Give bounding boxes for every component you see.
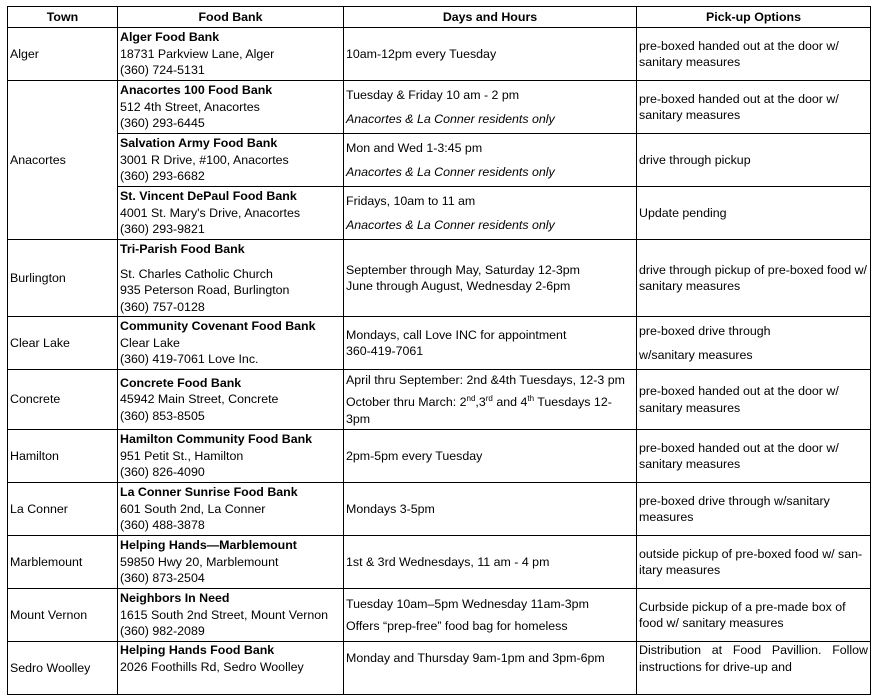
hours-cell [344, 642, 637, 695]
offer-line: Offers “prep-free” food bag for homeless [346, 619, 568, 633]
town-cell: Clear Lake [8, 317, 118, 370]
food-bank-name: Tri-Parish Food Bank [120, 242, 245, 256]
hours-line: September through May, Saturday 12-3pm [346, 262, 580, 277]
header-days-hours: Days and Hours [344, 7, 637, 28]
town-cell: Alger [8, 28, 118, 81]
address-line: 601 South 2nd, La Conner [120, 501, 266, 516]
hours-line: April thru September: 2nd &4th Tuesdays, 12-3 pm [346, 372, 625, 387]
address-line: 18731 Parkview Lane, Alger [120, 46, 275, 61]
pickup-cell: Curbside pickup of a pre-made box of food w/ sanitary measures [637, 589, 871, 642]
hours-cell [344, 317, 637, 370]
table-row [8, 317, 871, 370]
food-bank-cell [118, 483, 344, 536]
hours-line: 1st & 3rd Wednesdays, 11 am - 4 pm [346, 554, 550, 569]
food-bank-name: Concrete Food Bank [120, 375, 242, 390]
food-bank-cell [118, 317, 344, 370]
hours-line: 2pm-5pm every Tuesday [346, 448, 483, 463]
hours-line: June through August, Wednesday 2-6pm [346, 279, 571, 293]
phone-line: (360) 293-9821 [120, 222, 205, 237]
residency-note: Anacortes & La Conner residents only [346, 112, 555, 126]
food-bank-name: Salvation Army Food Bank [120, 136, 278, 151]
pickup-cell: pre-boxed drive through w/sanitary measures [637, 483, 871, 536]
address-line: 45942 Main Street, Concrete [120, 392, 279, 407]
food-bank-name: Neighbors In Need [120, 591, 230, 606]
hours-line: Mon and Wed 1-3:45 pm [346, 140, 483, 155]
pickup-cell: Distribution at Food Pavillion. Follow instructions for drive-up and [637, 642, 871, 695]
phone-line: (360) 757-0128 [120, 299, 205, 314]
address-line: 2026 Foothills Rd, Sedro Woolley [120, 659, 304, 674]
hours-cell [344, 134, 637, 187]
pickup-cell: outside pickup of pre-boxed food w/ san-itary measures [637, 536, 871, 589]
hours-cell [344, 81, 637, 134]
food-bank-cell [118, 370, 344, 430]
hours-cell [344, 28, 637, 81]
food-bank-name: St. Vincent DePaul Food Bank [120, 189, 297, 204]
pickup-cell [637, 317, 871, 370]
address-line: 512 4th Street, Anacortes [120, 99, 260, 114]
food-bank-cell [118, 187, 344, 240]
hours-line: Tuesday & Friday 10 am - 2 pm [346, 87, 520, 102]
phone-line: (360) 419-7061 Love Inc. [120, 352, 259, 367]
pickup-cell: drive through pickup [637, 134, 871, 187]
town-cell: Burlington [8, 240, 118, 317]
hours-cell [344, 187, 637, 240]
pickup-cell: pre-boxed handed out at the door w/ sanitary measures [637, 430, 871, 483]
hours-line: Mondays, call Love INC for appointment [346, 327, 567, 342]
food-bank-cell [118, 28, 344, 81]
table-row [8, 430, 871, 483]
food-bank-name: Hamilton Community Food Bank [120, 432, 313, 447]
phone-line: 360-419-7061 [346, 344, 424, 358]
food-bank-name: La Conner Sunrise Food Bank [120, 485, 298, 500]
table-row [8, 370, 871, 430]
food-bank-table [7, 6, 871, 695]
town-cell: Marblemount [8, 536, 118, 589]
pickup-cell: drive through pickup of pre-boxed food w/ sanitary measures [637, 240, 871, 317]
food-bank-name: Helping Hands—Marblemount [120, 538, 297, 553]
header-pickup-options: Pick-up Options [637, 7, 871, 28]
address-line: 935 Peterson Road, Burlington [120, 283, 290, 297]
hours-line: Tuesday 10am–5pm Wednesday 11am-3pm [346, 596, 589, 611]
header-row [8, 7, 871, 28]
phone-line: (360) 724-5131 [120, 63, 205, 78]
pickup-cell: pre-boxed handed out at the door w/ sanitary measures [637, 28, 871, 81]
residency-note: Anacortes & La Conner residents only [346, 218, 555, 232]
phone-line: (360) 488-3878 [120, 518, 205, 533]
header-food-bank: Food Bank [118, 7, 344, 28]
pickup-line: pre-boxed drive through [639, 323, 771, 338]
hours-cell [344, 589, 637, 642]
town-cell: Sedro Woolley [8, 642, 118, 695]
phone-line: (360) 293-6445 [120, 116, 205, 131]
food-bank-cell [118, 642, 344, 695]
residency-note: Anacortes & La Conner residents only [346, 165, 555, 179]
address-line: 4001 St. Mary's Drive, Anacortes [120, 205, 301, 220]
food-bank-cell [118, 134, 344, 187]
hours-line: Fridays, 10am to 11 am [346, 193, 476, 208]
food-bank-name: Alger Food Bank [120, 30, 220, 45]
town-cell: Concrete [8, 370, 118, 430]
food-bank-cell [118, 430, 344, 483]
food-bank-cell [118, 536, 344, 589]
address-line: 951 Petit St., Hamilton [120, 448, 244, 463]
phone-line: (360) 873-2504 [120, 571, 205, 586]
table-row [8, 589, 871, 642]
hours-cell [344, 536, 637, 589]
hours-line: Mondays 3-5pm [346, 501, 435, 516]
hours-line: 10am-12pm every Tuesday [346, 46, 497, 61]
hours-line: Monday and Thursday 9am-1pm and 3pm-6pm [346, 651, 605, 665]
hours-cell [344, 430, 637, 483]
table-row [8, 134, 871, 187]
food-bank-name: Helping Hands Food Bank [120, 643, 275, 657]
food-bank-name: Anacortes 100 Food Bank [120, 83, 273, 98]
phone-line: (360) 826-4090 [120, 465, 205, 480]
food-bank-cell [118, 81, 344, 134]
hours-cell [344, 240, 637, 317]
town-cell: Anacortes [8, 81, 118, 240]
phone-line: (360) 853-8505 [120, 408, 205, 423]
pickup-cell: Update pending [637, 187, 871, 240]
table-row [8, 642, 871, 695]
table-row [8, 28, 871, 81]
food-bank-name: Community Covenant Food Bank [120, 319, 316, 334]
hours-cell [344, 370, 637, 430]
location-line: St. Charles Catholic Church [120, 266, 273, 281]
town-cell: La Conner [8, 483, 118, 536]
table-row [8, 81, 871, 134]
table-row [8, 536, 871, 589]
town-cell: Mount Vernon [8, 589, 118, 642]
food-bank-cell [118, 589, 344, 642]
food-bank-table-wrapper [7, 6, 871, 695]
address-phone-line: 1615 South 2nd Street, Mount Vernon (360) 982-2089 [120, 607, 329, 639]
hours-cell [344, 483, 637, 536]
pickup-cell: pre-boxed handed out at the door w/ sanitary measures [637, 81, 871, 134]
address-line: 3001 R Drive, #100, Anacortes [120, 152, 289, 167]
table-row [8, 483, 871, 536]
food-bank-cell [118, 240, 344, 317]
location-line: Clear Lake [120, 335, 180, 350]
header-town: Town [8, 7, 118, 28]
pickup-cell: pre-boxed handed out at the door w/ sanitary measures [637, 370, 871, 430]
phone-line: (360) 293-6682 [120, 169, 205, 184]
address-line: 59850 Hwy 20, Marblemount [120, 554, 279, 569]
table-row [8, 240, 871, 317]
hours-line-winter: October thru March: 2nd,3rd and 4th Tuesdays 12-3pm [346, 394, 612, 426]
town-cell: Hamilton [8, 430, 118, 483]
pickup-line: w/sanitary measures [639, 348, 753, 362]
table-row [8, 187, 871, 240]
